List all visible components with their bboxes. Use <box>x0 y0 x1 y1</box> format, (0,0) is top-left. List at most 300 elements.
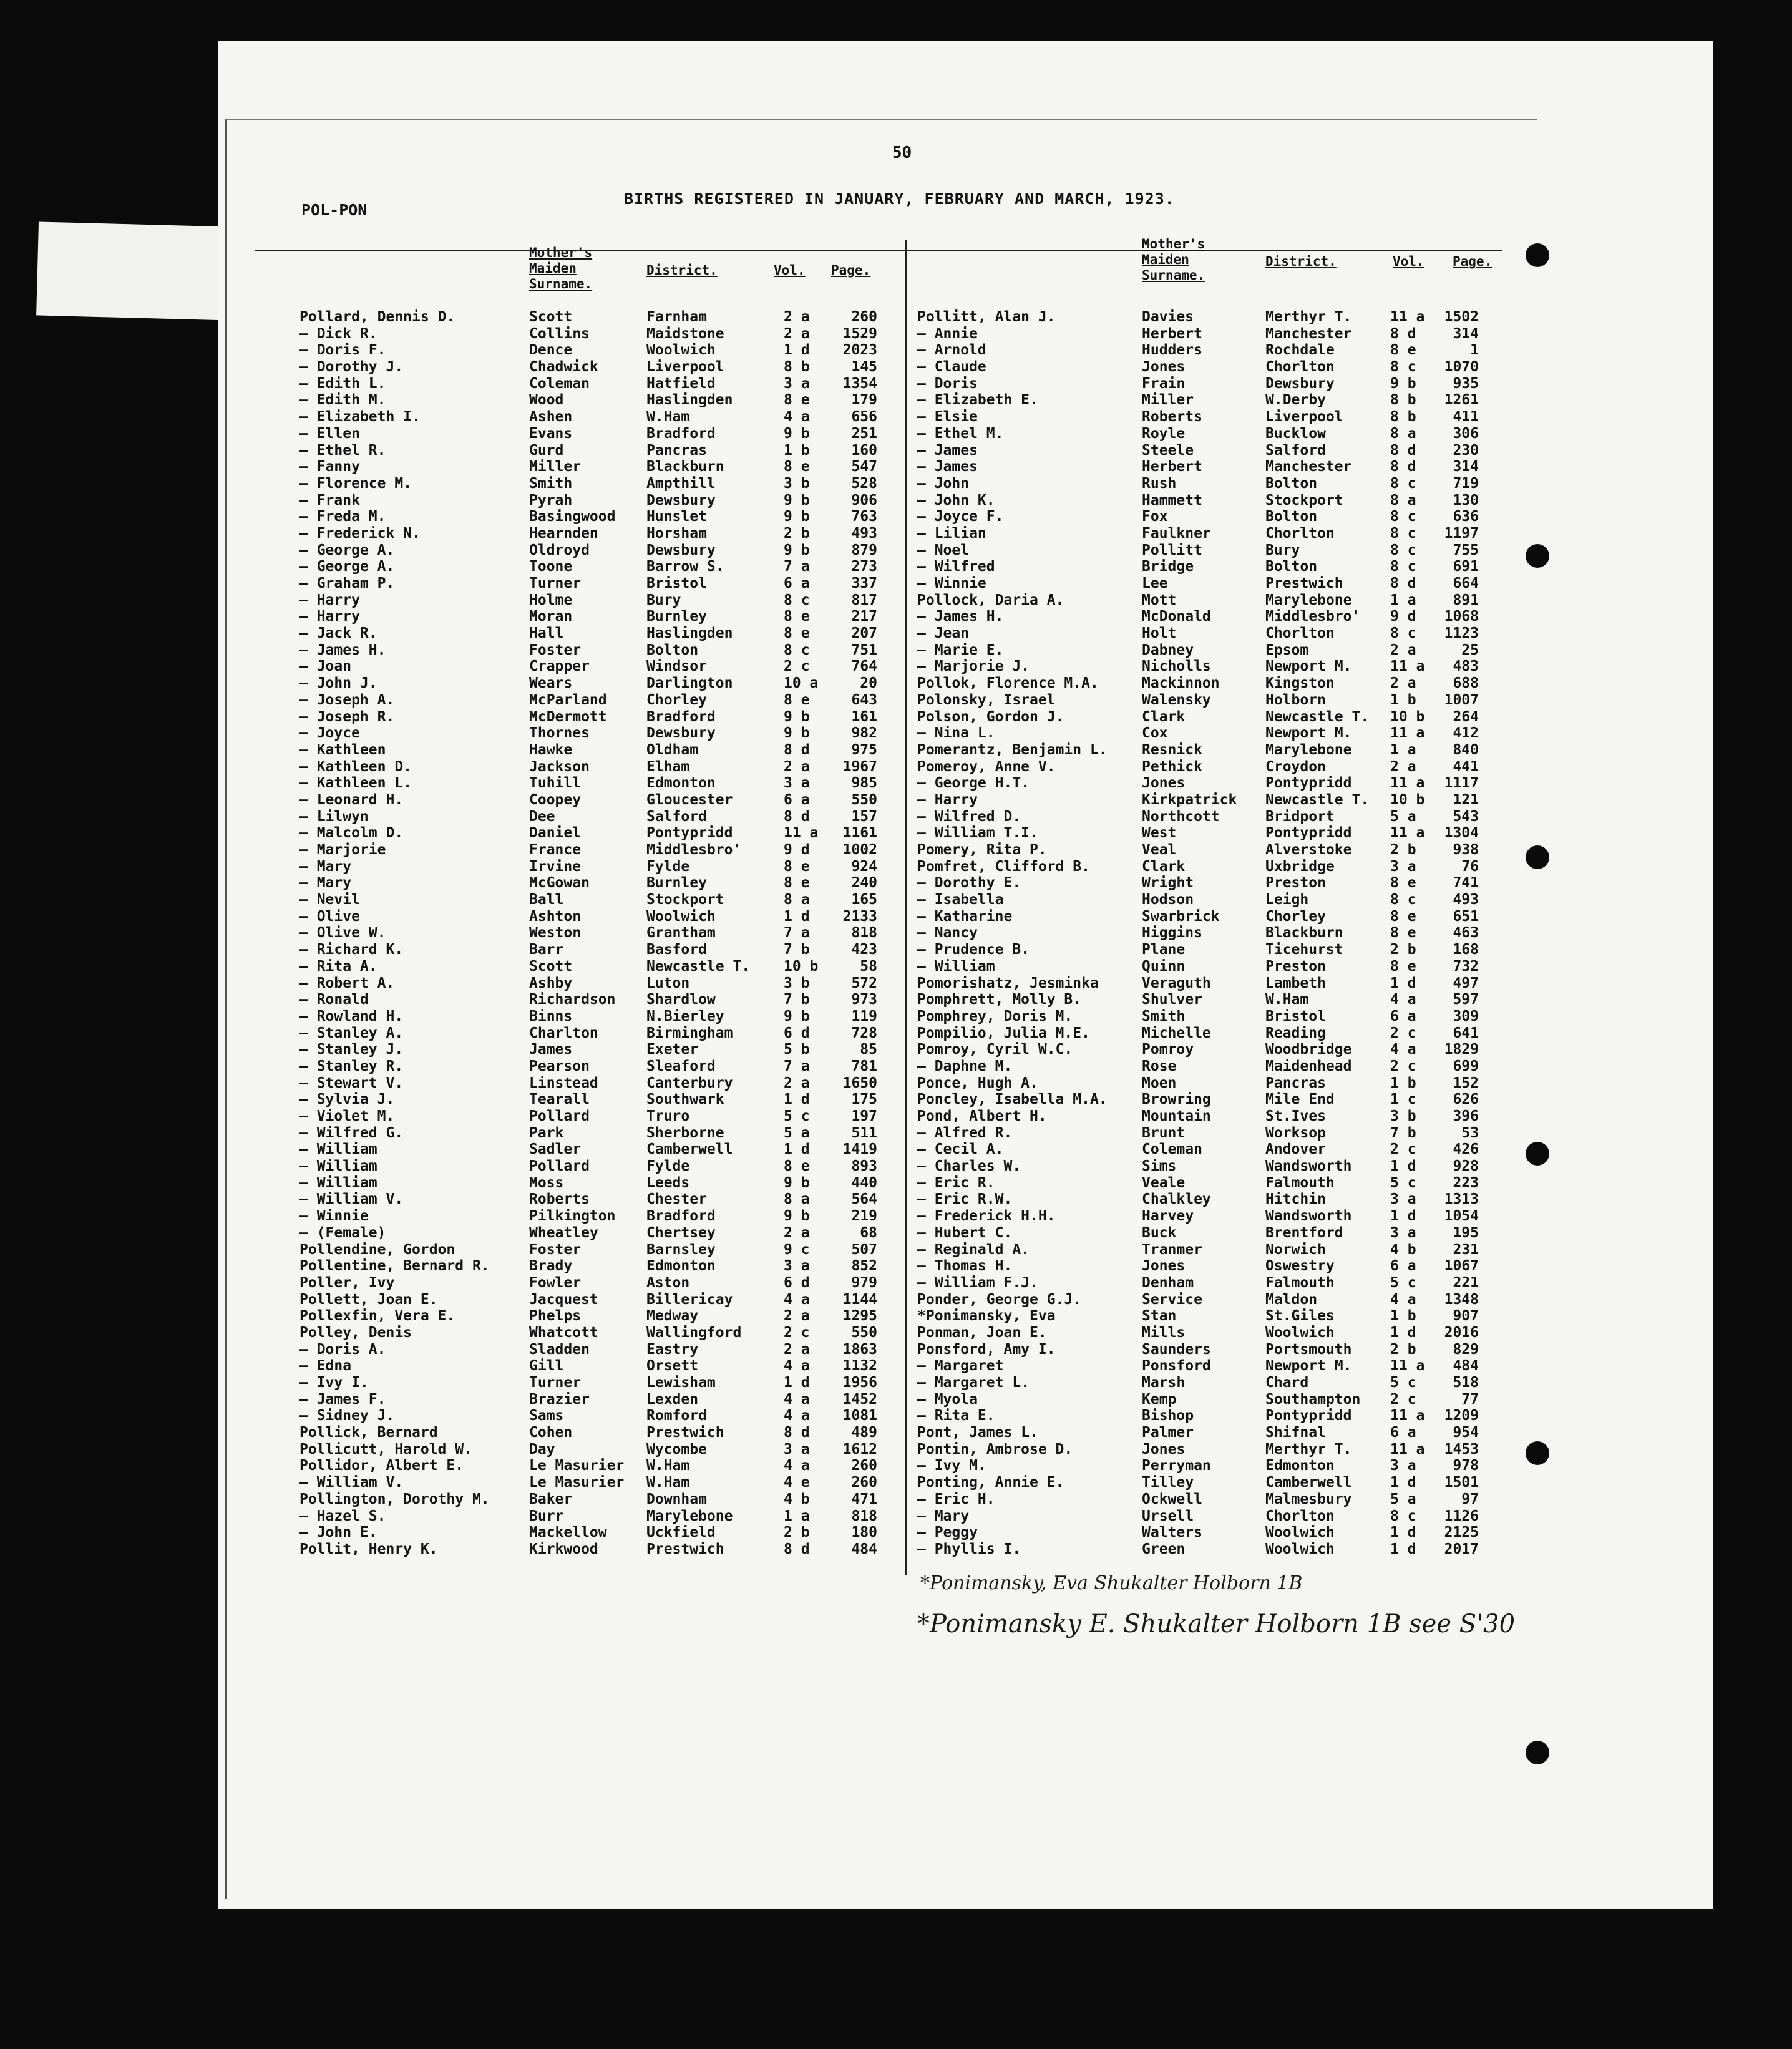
page-ref: 1452 <box>842 1391 877 1408</box>
entry-name: — Nancy <box>917 925 978 942</box>
district: Bucklow <box>1265 425 1326 442</box>
district: Middlesbro' <box>646 842 742 858</box>
mother-maiden-surname: Hawke <box>529 741 573 758</box>
district: Maidstone <box>646 325 724 342</box>
mother-maiden-surname: Plane <box>1142 942 1186 958</box>
table-row <box>917 1508 1516 1525</box>
district: Uckfield <box>646 1524 716 1541</box>
district: Windsor <box>646 658 707 675</box>
table-row <box>299 925 898 942</box>
entry-name: — Isabella <box>917 892 1004 908</box>
volume: 2 c <box>1390 1024 1416 1041</box>
volume: 9 b <box>784 725 810 742</box>
district: Mile End <box>1265 1091 1335 1108</box>
mother-maiden-surname: Sladden <box>529 1341 590 1358</box>
volume: 4 e <box>784 1474 810 1491</box>
table-row <box>299 1075 898 1092</box>
mother-maiden-surname: Smith <box>529 475 573 492</box>
page-header: Page. <box>831 263 871 278</box>
mother-maiden-surname: Ponsford <box>1142 1358 1211 1375</box>
volume: 6 d <box>784 1274 810 1291</box>
district: Woolwich <box>1265 1324 1335 1341</box>
mother-maiden-surname: Jones <box>1142 359 1186 376</box>
district: Southampton <box>1265 1391 1361 1408</box>
volume: 8 c <box>784 591 810 608</box>
volume: 2 c <box>1390 1141 1416 1158</box>
volume: 8 c <box>1390 1507 1416 1524</box>
page-ref: 411 <box>1453 409 1479 426</box>
entry-name: — Kathleen D. <box>299 758 412 775</box>
table-row <box>299 1008 898 1025</box>
table-row <box>299 809 898 825</box>
volume: 6 a <box>1390 1258 1416 1275</box>
district: Andover <box>1265 1141 1326 1158</box>
mother-maiden-surname: Tearall <box>529 1091 590 1108</box>
mother-maiden-surname: Coleman <box>1142 1141 1202 1158</box>
table-row <box>917 1075 1516 1092</box>
table-row <box>299 842 898 859</box>
table-row <box>299 509 898 525</box>
volume: 2 a <box>1390 675 1416 692</box>
page-ref: 440 <box>851 1174 877 1191</box>
entry-name: — Eric R. <box>917 1174 995 1191</box>
volume: 11 a <box>1390 1408 1425 1424</box>
page-ref: 1304 <box>1444 825 1479 842</box>
volume: 6 a <box>784 791 810 808</box>
mother-maiden-surname: Northcott <box>1142 808 1220 825</box>
entry-name: — Harry <box>299 591 360 608</box>
volume: 3 a <box>784 1258 810 1275</box>
mother-maiden-surname: Day <box>529 1441 555 1458</box>
right-entries <box>917 309 1516 1558</box>
entry-name: — Ivy I. <box>299 1375 369 1391</box>
page-ref: 564 <box>851 1191 877 1208</box>
table-row <box>299 1325 898 1341</box>
volume: 3 b <box>784 475 810 492</box>
volume: 2 b <box>1390 1341 1416 1358</box>
mother-maiden-surname: Daniel <box>529 825 582 842</box>
volume: 4 b <box>1390 1241 1416 1258</box>
table-row <box>299 1041 898 1058</box>
entry-name: — Nevil <box>299 892 360 908</box>
table-row <box>299 309 898 326</box>
table-row <box>299 775 898 792</box>
mother-maiden-surname: Fox <box>1142 509 1168 525</box>
mother-maiden-surname: Veraguth <box>1142 975 1211 991</box>
table-row <box>299 1358 898 1375</box>
district: Gloucester <box>646 791 733 808</box>
district: Pancras <box>1265 1074 1326 1091</box>
mother-maiden-surname: Collins <box>529 325 590 342</box>
volume: 1 d <box>1390 1474 1416 1491</box>
district: W.Ham <box>1265 991 1309 1008</box>
page-ref: 1068 <box>1444 608 1479 625</box>
volume: 8 c <box>784 641 810 658</box>
entry-name: — Elizabeth E. <box>917 392 1038 409</box>
page-ref: 152 <box>1453 1074 1479 1091</box>
entry-name: — James <box>917 459 978 475</box>
entry-name: — Mary <box>299 858 352 875</box>
entry-name: Pompilio, Julia M.E. <box>917 1024 1090 1041</box>
column-header <box>917 236 1516 309</box>
volume: 5 a <box>1390 1491 1416 1507</box>
table-row <box>299 475 898 492</box>
entry-name: — Nina L. <box>917 725 995 742</box>
mother-maiden-surname: Thornes <box>529 725 590 742</box>
page-ref: 973 <box>851 991 877 1008</box>
district: Bolton <box>1265 475 1318 492</box>
mother-maiden-surname: France <box>529 842 582 858</box>
entry-name: — Doris F. <box>299 342 386 359</box>
district: Malmesbury <box>1265 1491 1352 1507</box>
page-ref: 314 <box>1453 325 1479 342</box>
page-ref: 1144 <box>842 1291 877 1308</box>
district: Pontypridd <box>1265 1408 1352 1424</box>
entry-name: Pollentine, Bernard R. <box>299 1258 490 1275</box>
district: Dewsbury <box>646 725 716 742</box>
page-ref: 938 <box>1453 842 1479 858</box>
entry-name: — Annie <box>917 325 978 342</box>
volume: 1 d <box>1390 1158 1416 1175</box>
table-row <box>299 442 898 459</box>
page-ref: 223 <box>1453 1174 1479 1191</box>
mother-maiden-surname: Palmer <box>1142 1424 1194 1441</box>
entry-name: Pollett, Joan E. <box>299 1291 438 1308</box>
page-ref: 550 <box>851 791 877 808</box>
mother-maiden-surname: Swarbrick <box>1142 908 1220 925</box>
mother-maiden-surname: Service <box>1142 1291 1202 1308</box>
volume: 2 b <box>1390 942 1416 958</box>
page-ref: 572 <box>851 975 877 991</box>
mother-maiden-surname: Coleman <box>529 375 590 392</box>
page-ref: 1863 <box>842 1341 877 1358</box>
mother-maiden-surname: Baker <box>529 1491 573 1507</box>
mother-maiden-surname: Cohen <box>529 1424 573 1441</box>
volume: 2 a <box>784 1074 810 1091</box>
district: Liverpool <box>1265 409 1343 426</box>
mother-maiden-surname: Lee <box>1142 575 1168 591</box>
entry-name: — Marjorie <box>299 842 386 858</box>
table-row <box>917 658 1516 675</box>
mother-maiden-surname: Pyrah <box>529 492 573 509</box>
table-row <box>299 1508 898 1525</box>
district: Middlesbro' <box>1265 608 1361 625</box>
page-ref: 924 <box>851 858 877 875</box>
table-row <box>917 1458 1516 1474</box>
volume: 1 b <box>1390 1308 1416 1325</box>
page-ref: 130 <box>1453 492 1479 509</box>
table-row <box>299 342 898 359</box>
volume: 9 c <box>784 1241 810 1258</box>
entry-name: Pomphrey, Doris M. <box>917 1008 1073 1024</box>
page-ref: 751 <box>851 641 877 658</box>
table-row <box>299 859 898 875</box>
volume: 2 a <box>1390 641 1416 658</box>
table-row <box>299 575 898 592</box>
volume: 8 e <box>1390 875 1416 892</box>
page-ref: 651 <box>1453 908 1479 925</box>
mother-maiden-surname: McDermott <box>529 708 607 725</box>
district: Chorlton <box>1265 359 1335 376</box>
entry-name: — Doris <box>917 375 978 392</box>
entry-name: — George A. <box>299 542 395 558</box>
district: Bolton <box>646 641 699 658</box>
district: W.Ham <box>646 1474 690 1491</box>
mother-maiden-surname: Herbert <box>1142 325 1202 342</box>
entry-name: — Margaret <box>917 1358 1004 1375</box>
punch-hole <box>1526 544 1549 568</box>
table-row <box>917 908 1516 925</box>
table-row <box>917 1325 1516 1341</box>
entry-name: Pond, Albert H. <box>917 1108 1047 1124</box>
page-ref: 1501 <box>1444 1474 1479 1491</box>
page-ref: 547 <box>851 459 877 475</box>
table-row <box>299 1491 898 1508</box>
district: Falmouth <box>1265 1174 1335 1191</box>
volume: 4 a <box>784 1391 810 1408</box>
page-ref: 1 <box>1470 342 1479 359</box>
table-row <box>299 1125 898 1142</box>
volume: 3 a <box>784 775 810 792</box>
entry-name: *Ponimansky, Eva <box>917 1308 1056 1325</box>
table-row <box>917 442 1516 459</box>
district: Alverstoke <box>1265 842 1352 858</box>
table-row <box>917 1225 1516 1242</box>
page-ref: 157 <box>851 808 877 825</box>
district: Dewsbury <box>1265 375 1335 392</box>
mother-maiden-surname: Dence <box>529 342 573 359</box>
mother-maiden-surname: Mackinnon <box>1142 675 1220 692</box>
district: Exeter <box>646 1041 699 1058</box>
volume: 2 a <box>784 325 810 342</box>
district: W.Ham <box>646 409 690 426</box>
volume: 9 d <box>1390 608 1416 625</box>
table-row <box>299 742 898 759</box>
district: Bridport <box>1265 808 1335 825</box>
district: Luton <box>646 975 690 991</box>
volume: 8 e <box>784 875 810 892</box>
page-ref: 1650 <box>842 1074 877 1091</box>
mother-maiden-surname: Higgins <box>1142 925 1202 942</box>
entry-name: — Joseph A. <box>299 691 395 708</box>
entry-name: — Malcolm D. <box>299 825 404 842</box>
page-ref: 597 <box>1453 991 1479 1008</box>
page-ref: 76 <box>1461 858 1479 875</box>
mother-maiden-surname: Dee <box>529 808 555 825</box>
page-ref: 528 <box>851 475 877 492</box>
punch-hole <box>1526 1741 1549 1764</box>
entry-name: — George A. <box>299 558 395 575</box>
volume: 8 e <box>1390 908 1416 925</box>
mother-maiden-surname: Pethick <box>1142 758 1202 775</box>
district: Lexden <box>646 1391 699 1408</box>
page-ref: 219 <box>851 1208 877 1225</box>
page-ref: 954 <box>1453 1424 1479 1441</box>
volume: 4 a <box>784 1291 810 1308</box>
page-ref: 175 <box>851 1091 877 1108</box>
district: Edmonton <box>646 775 716 792</box>
page-ref: 975 <box>851 741 877 758</box>
page-ref: 1529 <box>842 325 877 342</box>
left-entries <box>299 309 898 1558</box>
district: Camberwell <box>1265 1474 1352 1491</box>
table-row <box>299 792 898 809</box>
table-row <box>917 1474 1516 1491</box>
entry-name: — Jean <box>917 625 970 642</box>
entry-name: — Daphne M. <box>917 1058 1013 1074</box>
volume: 3 a <box>1390 1191 1416 1208</box>
page-ref: 1132 <box>842 1358 877 1375</box>
mother-maiden-surname: Jones <box>1142 1441 1186 1458</box>
entry-name: — Lilwyn <box>299 808 369 825</box>
mother-maiden-surname: Mott <box>1142 591 1177 608</box>
district: Woolwich <box>646 342 716 359</box>
table-row <box>917 925 1516 942</box>
district: Fylde <box>646 858 690 875</box>
volume: 6 a <box>784 575 810 591</box>
table-row <box>917 1141 1516 1158</box>
table-row <box>917 809 1516 825</box>
volume: 8 b <box>784 359 810 376</box>
volume: 11 a <box>1390 309 1425 325</box>
entry-name: — Katharine <box>917 908 1013 925</box>
mother-maiden-surname: Burr <box>529 1507 564 1524</box>
table-row <box>299 692 898 709</box>
punch-hole <box>1526 1441 1549 1465</box>
volume: 2 a <box>784 309 810 325</box>
mother-header: Mother's Maiden Surname. <box>529 245 593 291</box>
page-ref: 1453 <box>1444 1441 1479 1458</box>
punch-hole <box>1526 845 1549 869</box>
district: Merthyr T. <box>1265 309 1352 325</box>
table-row <box>299 1424 898 1441</box>
volume: 3 a <box>784 375 810 392</box>
volume: 4 a <box>784 1458 810 1474</box>
table-row <box>299 376 898 392</box>
entry-name: Pomphrett, Molly B. <box>917 991 1082 1008</box>
entry-name: — Dick R. <box>299 325 377 342</box>
entry-name: — Ronald <box>299 991 369 1008</box>
table-row <box>299 492 898 509</box>
table-row <box>917 675 1516 692</box>
page-ref: 840 <box>1453 741 1479 758</box>
mother-maiden-surname: Rose <box>1142 1058 1177 1074</box>
mother-maiden-surname: Quinn <box>1142 958 1186 975</box>
mother-maiden-surname: Phelps <box>529 1308 582 1325</box>
entry-name: — Fanny <box>299 459 360 475</box>
table-row <box>917 709 1516 726</box>
district: Barrow S. <box>646 558 724 575</box>
table-row <box>917 492 1516 509</box>
page-ref: 121 <box>1453 791 1479 808</box>
page-ref: 1197 <box>1444 525 1479 542</box>
district: Bradford <box>646 425 716 442</box>
entry-name: — Winnie <box>917 575 986 591</box>
page-ref: 471 <box>851 1491 877 1507</box>
mother-maiden-surname: Kirkwood <box>529 1540 598 1557</box>
district: Dewsbury <box>646 492 716 509</box>
district: Woolwich <box>1265 1540 1335 1557</box>
page-ref: 1354 <box>842 375 877 392</box>
volume: 11 a <box>1390 658 1425 675</box>
page-ref: 691 <box>1453 558 1479 575</box>
district: Pontypridd <box>646 825 733 842</box>
table-row <box>917 509 1516 525</box>
district: Manchester <box>1265 459 1352 475</box>
district: Pancras <box>646 442 707 459</box>
table-row <box>299 525 898 542</box>
mother-maiden-surname: Scott <box>529 309 573 325</box>
page-ref: 493 <box>851 525 877 542</box>
mother-maiden-surname: Oldroyd <box>529 542 590 558</box>
district: W.Ham <box>646 1458 690 1474</box>
mother-maiden-surname: Jackson <box>529 758 590 775</box>
entry-name: Pollitt, Alan J. <box>917 309 1056 325</box>
page-ref: 852 <box>851 1258 877 1275</box>
volume: 11 a <box>1390 1441 1425 1458</box>
mother-maiden-surname: Miller <box>1142 392 1194 409</box>
volume: 8 d <box>784 1424 810 1441</box>
handwritten-note: *Ponimansky, Eva Shukalter Holborn 1B <box>920 1572 1303 1594</box>
table-row <box>299 958 898 975</box>
mother-maiden-surname: Foster <box>529 641 582 658</box>
page-ref: 879 <box>851 542 877 558</box>
table-row <box>917 792 1516 809</box>
volume: 5 a <box>1390 808 1416 825</box>
volume: 1 c <box>1390 1091 1416 1108</box>
district: Woolwich <box>646 908 716 925</box>
volume: 7 a <box>784 558 810 575</box>
entry-name: — Elizabeth I. <box>299 409 421 426</box>
entry-name: — Olive W. <box>299 925 386 942</box>
page-ref: 195 <box>1453 1224 1479 1241</box>
page-ref: 2023 <box>842 342 877 359</box>
district: Preston <box>1265 875 1326 892</box>
volume: 1 b <box>1390 691 1416 708</box>
mother-maiden-surname: Tranmer <box>1142 1241 1202 1258</box>
district: Hunslet <box>646 509 707 525</box>
mother-maiden-surname: Holt <box>1142 625 1177 642</box>
entry-name: Polson, Gordon J. <box>917 708 1064 725</box>
volume: 4 a <box>784 409 810 426</box>
page-ref: 1967 <box>842 758 877 775</box>
volume: 8 a <box>784 1191 810 1208</box>
mother-maiden-surname: Ashen <box>529 409 573 426</box>
table-row <box>917 1391 1516 1408</box>
table-row <box>917 342 1516 359</box>
district: Norwich <box>1265 1241 1326 1258</box>
volume: 8 d <box>1390 442 1416 459</box>
entry-name: — Edith M. <box>299 392 386 409</box>
page-ref: 197 <box>851 1108 877 1124</box>
entry-name: — Sylvia J. <box>299 1091 395 1108</box>
district: Chorley <box>1265 908 1326 925</box>
mother-maiden-surname: Weston <box>529 925 582 942</box>
table-row <box>299 1108 898 1125</box>
mother-maiden-surname: Tilley <box>1142 1474 1194 1491</box>
page-ref: 1419 <box>842 1141 877 1158</box>
entry-name: — Margaret L. <box>917 1375 1030 1391</box>
mother-maiden-surname: Mills <box>1142 1324 1186 1341</box>
entry-name: Polonsky, Israel <box>917 691 1056 708</box>
page-ref: 484 <box>1453 1358 1479 1375</box>
range-tag: POL-PON <box>301 201 368 219</box>
entry-name: — Ethel R. <box>299 442 386 459</box>
mother-maiden-surname: Hall <box>529 625 564 642</box>
mother-maiden-surname: Ashton <box>529 908 582 925</box>
entry-name: — Peggy <box>917 1524 978 1541</box>
page-ref: 264 <box>1453 708 1479 725</box>
